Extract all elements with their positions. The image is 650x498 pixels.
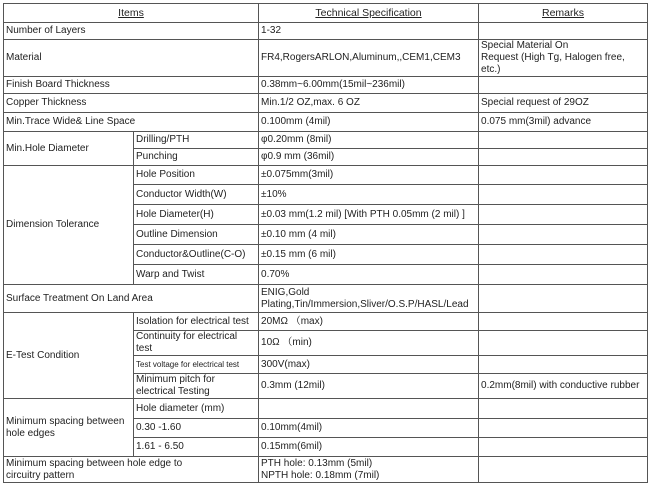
remarks-value [479, 285, 648, 313]
item-label: Surface Treatment On Land Area [4, 285, 259, 313]
table-row [4, 23, 648, 40]
spec-line: Plating,Tin/Immersion,Sliver/O.S.P/HASL/Lead [261, 298, 469, 310]
remarks-value: Special request of 29OZ [479, 94, 648, 113]
item-label: Minimum spacing between hole edges [4, 399, 134, 457]
spec-value: 0.100mm (4mil) [259, 113, 479, 132]
remarks-value [479, 23, 648, 40]
remarks-value [479, 166, 648, 185]
remarks-line: Special Material On [481, 40, 569, 51]
table-row [4, 457, 648, 483]
spec-value: 10Ω （min) [259, 331, 479, 356]
sub-label: Hole diameter (mm) [134, 399, 259, 419]
remarks-value [479, 457, 648, 483]
remarks-value [479, 419, 648, 438]
remarks-value [479, 225, 648, 245]
remarks-value: 0.075 mm(3mil) advance [479, 113, 648, 132]
table-row [4, 313, 648, 331]
sub-label: Conductor&Outline(C-O) [134, 245, 259, 265]
spec-value: 0.3mm (12mil) [259, 374, 479, 399]
remarks-value [479, 185, 648, 205]
header-spec: Technical Specification [259, 4, 479, 23]
table-row [4, 40, 648, 77]
spec-value [259, 457, 479, 483]
table-row [4, 399, 648, 419]
spec-value: ±0.03 mm(1.2 mil) [With PTH 0.05mm (2 mil) ] [259, 205, 479, 225]
item-label: E-Test Condition [4, 313, 134, 399]
table-row [4, 132, 648, 149]
sub-label: Test voltage for electrical test [134, 356, 259, 374]
spec-value: φ0.20mm (8mil) [259, 132, 479, 149]
spec-value: 0.10mm(4mil) [259, 419, 479, 438]
remarks-value [479, 40, 648, 77]
spec-value: ±0.15 mm (6 mil) [259, 245, 479, 265]
spec-value: 1-32 [259, 23, 479, 40]
table-row [4, 285, 648, 313]
spec-value: 0.15mm(6mil) [259, 438, 479, 457]
item-label: Finish Board Thickness [4, 77, 259, 94]
remarks-value [479, 265, 648, 285]
remarks-value [479, 313, 648, 331]
remarks-value: 0.2mm(8mil) with conductive rubber [479, 374, 648, 399]
table-row [4, 113, 648, 132]
remarks-value [479, 356, 648, 374]
sub-label: Drilling/PTH [134, 132, 259, 149]
sub-label: Continuity for electrical test [134, 331, 259, 356]
sub-label: 1.61 - 6.50 [134, 438, 259, 457]
sub-label: Isolation for electrical test [134, 313, 259, 331]
specification-table [3, 3, 648, 483]
remarks-value [479, 245, 648, 265]
table-row [4, 94, 648, 113]
item-label: Min.Hole Diameter [4, 132, 134, 166]
spec-value: ±0.075mm(3mil) [259, 166, 479, 185]
remarks-value [479, 438, 648, 457]
table-row [4, 166, 648, 185]
header-items: Items [4, 4, 259, 23]
remarks-value [479, 132, 648, 149]
spec-value: φ0.9 mm (36mil) [259, 149, 479, 166]
spec-value [259, 399, 479, 419]
table-row [4, 77, 648, 94]
spec-value: 0.38mm~6.00mm(15mil~236mil) [259, 77, 479, 94]
spec-line: ENIG,Gold [261, 286, 310, 298]
item-label: Material [4, 40, 259, 77]
sub-label: Hole Diameter(H) [134, 205, 259, 225]
item-label: Copper Thickness [4, 94, 259, 113]
header-remarks: Remarks [479, 4, 648, 23]
item-label: Minimum spacing between hole edge to circuitry pattern [4, 457, 259, 483]
item-label: Number of Layers [4, 23, 259, 40]
spec-line: NPTH hole: 0.18mm (7mil) [261, 469, 380, 481]
spec-value: ±0.10 mm (4 mil) [259, 225, 479, 245]
item-label: Min.Trace Wide& Line Space [4, 113, 259, 132]
remarks-value [479, 399, 648, 419]
sub-label: Conductor Width(W) [134, 185, 259, 205]
sub-label: 0.30 -1.60 [134, 419, 259, 438]
remarks-value [479, 205, 648, 225]
sub-label: Outline Dimension [134, 225, 259, 245]
spec-value: 300V(max) [259, 356, 479, 374]
spec-line: PTH hole: 0.13mm (5mil) [261, 457, 373, 469]
item-label: Dimension Tolerance [4, 166, 134, 285]
sub-label: Warp and Twist [134, 265, 259, 285]
spec-value: FR4,RogersARLON,Aluminum,,CEM1,CEM3 [259, 40, 479, 77]
spec-value [259, 285, 479, 313]
spec-value: Min.1/2 OZ,max. 6 OZ [259, 94, 479, 113]
spec-value: ±10% [259, 185, 479, 205]
remarks-value [479, 77, 648, 94]
sub-label: Minimum pitch for electrical Testing [134, 374, 259, 399]
spec-value: 0.70% [259, 265, 479, 285]
spec-value: 20MΩ （max) [259, 313, 479, 331]
sub-label: Punching [134, 149, 259, 166]
sub-label: Hole Position [134, 166, 259, 185]
remarks-value [479, 149, 648, 166]
header-row [4, 4, 648, 23]
remarks-line: Request (High Tg, Halogen free, etc.) [481, 52, 625, 75]
remarks-value [479, 331, 648, 356]
